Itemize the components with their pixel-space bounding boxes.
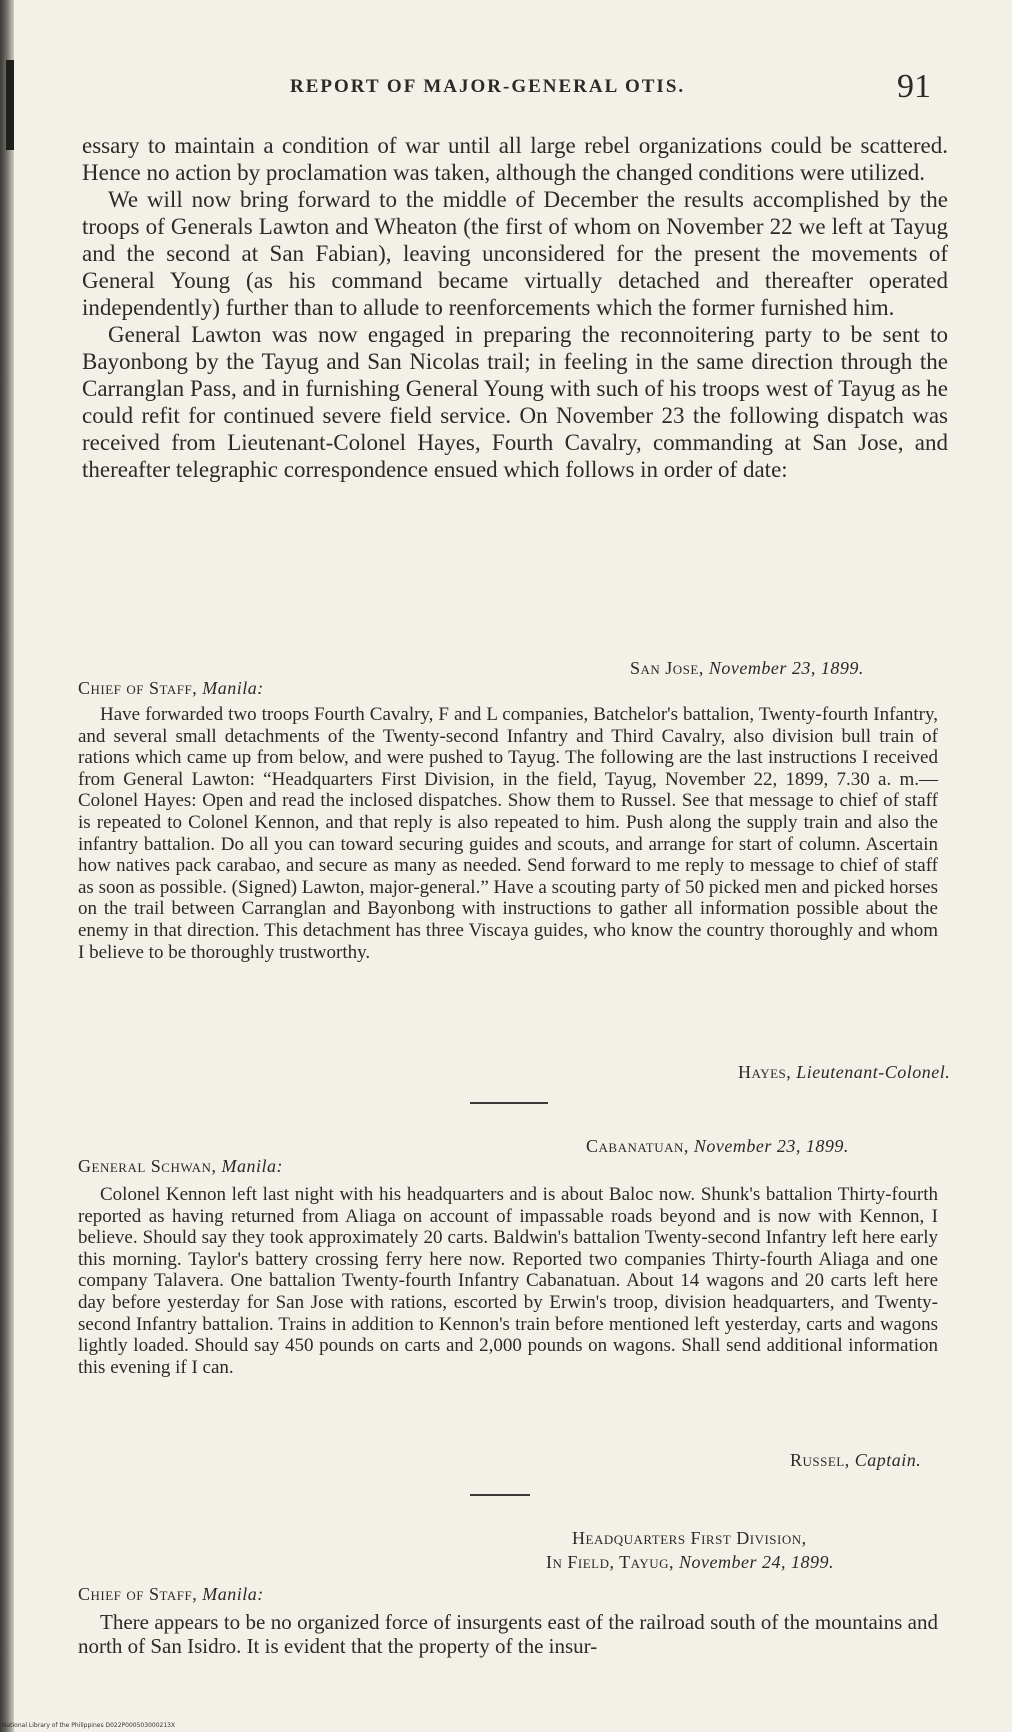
dispatch-heading-line1: Headquarters First Division, xyxy=(572,1528,807,1548)
narrative-paragraph: essary to maintain a condition of war until all large rebel organizations could be scattered. Hence no action by proclamation was taken, although the changed conditions were utilized. xyxy=(82,133,948,185)
dispatch-heading xyxy=(572,1528,807,1549)
library-stamp: National Library of the Philippines D022P000503000213X xyxy=(2,1722,176,1729)
section-divider xyxy=(470,1494,530,1496)
signature-name: Russel, xyxy=(790,1450,850,1470)
dispatch-signature xyxy=(790,1450,921,1471)
dispatch-paragraph: Have forwarded two troops Fourth Cavalry, F and L companies, Batchelor's battalion, Twenty-fourth Infantry, and several small detachments of the Twenty-second Infantry and Third Cavalry, also division bull train of rations which came up from below, and were pushed to Tayug. The following are the last instructions I received from General Lawton: “Headquarters First Division, in the field, Tayug, November 22, 1899, 7.30 a. m.—Colonel Hayes: Open and read the inclosed dispatches. Show them to Russel. See that message to chief of staff is repeated to Colonel Kennon, and that reply is also repeated to him. Push along the supply train and also the infantry battalion. Do all you can toward securing guides and scouts, and arrange for start of column. Ascertain how natives pack carabao, and secure as many as needed. Send forward to me reply to message to chief of staff as soon as possible. (Signed) Lawton, major-general.” Have a scouting party of 50 picked men and picked horses on the trail between Carranglan and Bayonbong with instructions to gather all information possible about the enemy in that direction. This detachment has three Viscaya guides, who know the country thoroughly and whom I believe to be thoroughly trustworthy. xyxy=(78,704,938,963)
dispatch-date: November 24, 1899. xyxy=(679,1552,835,1572)
narrative-paragraph: We will now bring forward to the middle of December the results accomplished by the troops of Generals Lawton and Wheaton (the first of whom on November 22 we left at Tayug and the second at San Fabian), leaving unconsidered for the present the movements of General Young (as his command became virtually detached and thereafter operated independently) further than to allude to reenforcements which the former furnished him. xyxy=(82,187,948,320)
narrative-text xyxy=(82,132,948,483)
section-divider xyxy=(470,1102,548,1104)
dispatch-date: November 23, 1899. xyxy=(708,658,864,678)
dispatch-body xyxy=(78,1184,938,1378)
salutation-city: Manila: xyxy=(202,678,264,698)
dispatch-paragraph: Colonel Kennon left last night with his headquarters and is about Baloc now. Shunk's battalion Thirty-fourth reported as having returned from Aliaga on account of impassable roads beyond and is now with Kennon, I believe. Should say they took approximately 20 carts. Baldwin's battalion Twenty-second Infantry left here early this morning. Taylor's battery crossing ferry here now. Reported two companies Thirty-fourth Aliaga and one company Talavera. One battalion Twenty-fourth Infantry Cabanatuan. About 14 wagons and 20 carts left here day before yesterday for San Jose with rations, escorted by Erwin's troop, division headquarters, and Twenty-second Infantry battalion. Trains in addition to Kennon's train before mentioned left yesterday, carts and wagons lightly loaded. Should say 450 pounds on carts and 2,000 pounds on wagons. Shall send additional information this evening if I can. xyxy=(78,1184,938,1378)
salutation-name: Chief of Staff, xyxy=(78,1584,198,1604)
dispatch-place: Cabanatuan, xyxy=(586,1136,689,1156)
salutation-name: General Schwan, xyxy=(78,1156,217,1176)
running-title: REPORT OF MAJOR-GENERAL OTIS. xyxy=(290,76,686,97)
dispatch-signature xyxy=(738,1062,950,1083)
dispatch-paragraph: There appears to be no organized force of insurgents east of the railroad south of the mountains and north of San Isidro. It is evident that the property of the insur- xyxy=(78,1610,938,1658)
page-number: 91 xyxy=(897,68,931,105)
signature-rank: Captain. xyxy=(854,1450,922,1470)
dispatch-body xyxy=(78,704,938,963)
dispatch-place: San Jose, xyxy=(630,658,704,678)
salutation-city: Manila: xyxy=(221,1156,283,1176)
dispatch-dateline xyxy=(630,658,864,679)
dispatch-dateline xyxy=(546,1552,834,1573)
dispatch-dateline xyxy=(586,1136,849,1157)
dispatch-place: In Field, Tayug, xyxy=(546,1552,675,1572)
signature-name: Hayes, xyxy=(738,1062,792,1082)
dispatch-date: November 23, 1899. xyxy=(693,1136,849,1156)
dispatch-salutation xyxy=(78,1584,264,1605)
running-head xyxy=(0,68,1012,112)
narrative-paragraph: General Lawton was now engaged in preparing the reconnoitering party to be sent to Bayonbong by the Tayug and San Nicolas trail; in feeling in the same direction through the Carranglan Pass, and in furnishing General Young with such of his troops west of Tayug as he could refit for continued severe field service. On November 23 the following dispatch was received from Lieutenant-Colonel Hayes, Fourth Cavalry, commanding at San Jose, and thereafter telegraphic correspondence ensued which follows in order of date: xyxy=(82,322,948,482)
dispatch-salutation xyxy=(78,1156,283,1177)
salutation-city: Manila: xyxy=(202,1584,264,1604)
signature-rank: Lieutenant-Colonel. xyxy=(796,1062,951,1082)
salutation-name: Chief of Staff, xyxy=(78,678,198,698)
dispatch-salutation xyxy=(78,678,264,699)
dispatch-body xyxy=(78,1610,938,1658)
